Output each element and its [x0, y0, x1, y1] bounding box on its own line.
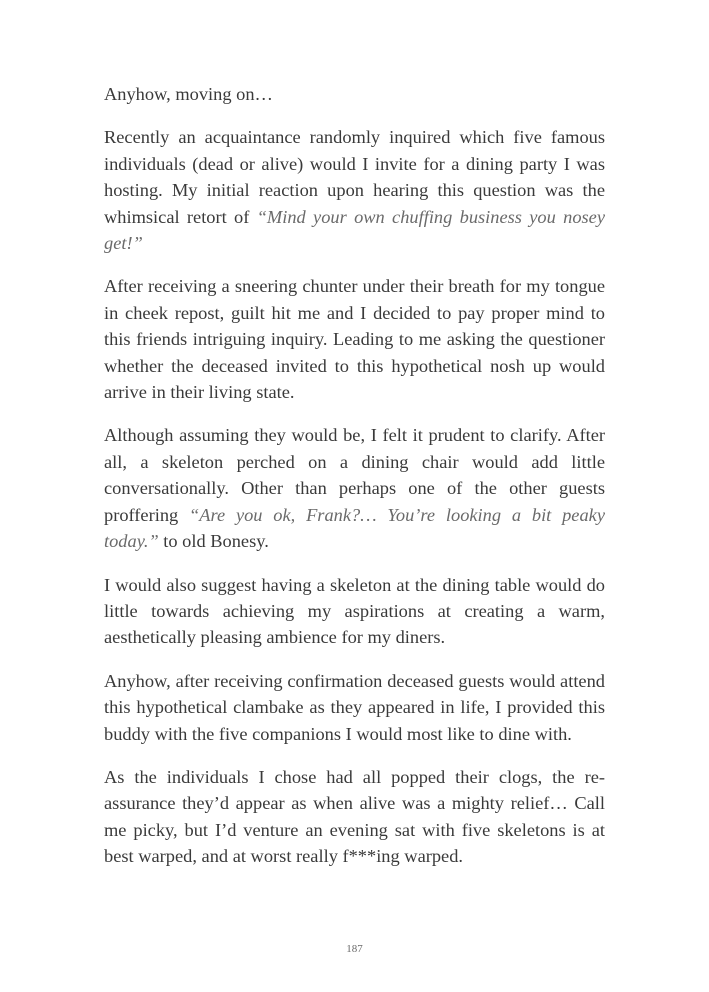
paragraph-3-text: After receiving a sneering chunter under their breath for my tongue in cheek repost, guilt hit me and I decided to pay proper mind to this friends intriguing inquiry. Leading to me asking the questioner whether the deceased invited to this hypothetical nosh up would arrive in their living state. [104, 276, 605, 403]
paragraph-4-tail: to old Bonesy. [158, 531, 269, 552]
page-number: 187 [346, 943, 363, 955]
paragraph-1 [104, 81, 605, 107]
paragraph-5-text: I would also suggest having a skeleton at the dining table would do little towards achieving my aspirations at creating a warm, aesthetically pleasing ambience for my diners. [104, 574, 605, 648]
paragraph-5 [104, 572, 605, 651]
paragraph-7 [104, 764, 605, 870]
paragraph-6 [104, 668, 605, 747]
paragraph-2-quote: “Mind your own chuffing business you nosey get!” [104, 206, 606, 254]
paragraph-4-text: Although assuming they would be, I felt it prudent to clarify. After all, a skeleton perched on a dining chair would add little conversationally. Other than perhaps one of the other guests proffering [104, 425, 605, 525]
paragraph-1-text: Anyhow, moving on… [104, 84, 273, 104]
paragraph-2 [104, 124, 605, 256]
paragraph-2-text: Recently an acquaintance randomly inquired which five famous individuals (dead or alive) would I invite for a dining party I was hosting. My initial reaction upon hearing this question was the whimsical retort of [104, 127, 605, 227]
paragraph-4-quote: “Are you ok, Frank?… You’re looking a bit peaky today.” [104, 504, 605, 552]
paragraph-6-text: Anyhow, after receiving confirmation deceased guests would attend this hypothetical clambake as they appeared in life, I provided this buddy with the five companions I would most like to dine with. [104, 670, 605, 744]
paragraph-3 [104, 273, 605, 405]
page-body [104, 81, 605, 887]
paragraph-7-text: As the individuals I chose had all popped their clogs, the re-assurance they’d appear as when alive was a mighty relief… Call me picky, but I’d venture an evening sat with five skeletons is at best warped, and at worst really f***ing warped. [104, 766, 605, 867]
paragraph-4 [104, 422, 605, 554]
